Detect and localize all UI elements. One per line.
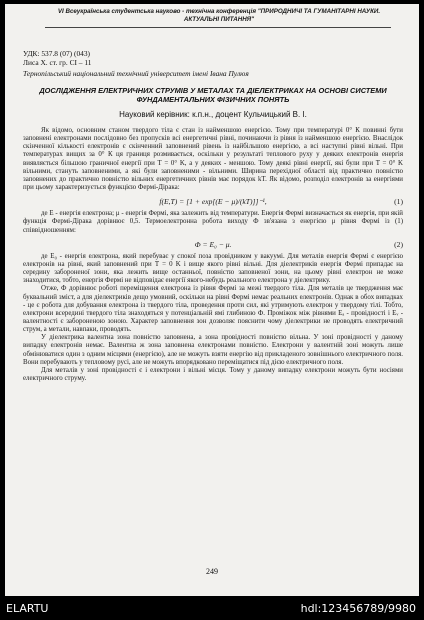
equation-2-formula: Ф = E₀ − μ. xyxy=(194,239,232,249)
equation-2-number: (2) xyxy=(394,239,403,249)
paragraph: Для металів у зоні провідності є і електрони і вільні місця. Тому у даному випадку електрони можуть бути носіями електричного струму. xyxy=(23,366,403,383)
paper-title: ДОСЛІДЖЕННЯ ЕЛЕКТРИЧНИХ СТРУМІВ У МЕТАЛАХ ТА ДІЕЛЕКТРИКАХ НА ОСНОВІ СИСТЕМИ ФУНДАМЕНТАЛЬНИХ ФІЗИЧНИХ ПОНЯТЬ xyxy=(39,86,387,104)
document-page xyxy=(5,4,419,596)
author-line: Лиса Х. ст. гр. СІ – 11 xyxy=(23,58,92,67)
paragraph: У діелектрика валентна зона повністю заповнена, а зона провідності повністю вільна. У зоні провідності у даному випадку електронів немає. Валентна ж зона заповнена електронами повністю. Електрони у валентній зоні можуть лише обмінюватися один з одним місцями (енергією), але не можуть взяти енергію від прикладеного зовнішнього електричного поля. Вони перебувають у тепловому русі, але не можуть впорядковано переміщатися під дією електричного поля. xyxy=(23,334,403,366)
conference-header: VI Всеукраїнська студентська науково - технічна конференція "ПРИРОДНИЧІ ТА ГУМАНІТАРНІ НАУКИ. АКТУАЛЬНІ ПИТАННЯ" xyxy=(57,8,381,23)
paragraph: Як відомо, основним станом твердого тіла є стан із найменшою енергією. Тому при температурі 0° К повинні бути заповнені електронами послідовно без пропусків всі енергетичні рівні, починаючи із рівня із найменшою енергією. Внаслідок скінченної кількості електронів є скінченний заповнений рівень із найбільшою енергією, а всі наступні рівні вільні. При температурах вищих за 0° К ця границя розмивається, оскільки у результаті теплового руху у деяких електронів енергія виявляється більшою граничної енергії при T = 0° K, а у деяких - меншою. Тому деякі рівні енергії, які були при T = 0° K вільними, стануть заповненими, а які були заповненими - вільними. Ширина перехідної області від практично повністю заповнених до практично повністю вільних енергетичних рівнів має порядок kT. Як відомо, розподіл електронів за енергіями при цьому характеризується функцією Фермі-Дірака: xyxy=(23,127,403,192)
supervisor-line: Науковий керівник: к.п.н., доцент Кульчицький В. І. xyxy=(119,110,307,119)
equation-2 xyxy=(23,239,403,250)
paragraph: Отже, Ф дорівнює роботі переміщення електрона із рівня Фермі за межі твердого тіла. Для металів це твердження має буквальний зміст, а для діелектриків дещо умовний, оскільки на рівні Фермі немає реальних електронів. Однак в обох випадках - це є робота для добування електрона із твердого тіла, проведення проти сил, які утримують електрон у твердому тілі. Тобто, електрони всередині твердого тіла знаходяться у потенціальній ямі глибиною Ф. Проміжок між рівнями Eₐ - провідності і Eᵥ - валентності є забороненою зоною. Характер заповнення зон дозволяє пояснити чому діелектрики не проводять електричний струм, а метали, навпаки, проводять. xyxy=(23,285,403,334)
equation-1 xyxy=(23,196,403,207)
equation-1-number: (1) xyxy=(394,197,403,207)
repository-name: ELARTU xyxy=(6,602,49,615)
repository-footer xyxy=(0,598,424,620)
handle-id: hdl:123456789/9980 xyxy=(300,602,416,615)
paragraph: де E - енергія електрона; μ - енергія Фермі, яка залежить від температури. Енергія Фермі визначається як енергія, при якій функція Фермі-Дірака дорівнює 0,5. Термоелектронна робота виходу Ф зв'язана з енергією μ рівня Фермі із (1) співвідношенням: xyxy=(23,210,403,234)
udk-code: УДК: 537.8 (07) (043) xyxy=(23,49,91,58)
paper-body xyxy=(23,127,403,383)
header-rule xyxy=(45,27,391,28)
page-number: 249 xyxy=(206,567,218,576)
equation-1-formula: f(E,T) = [1 + exp[(E − μ)/(kT)]]⁻¹, xyxy=(159,197,267,207)
paragraph: де E₀ - енергія електрона, який перебуває у спокої поза провідником у вакуумі. Для металів енергія Фермі є енергією електронів на рівні, який заповнений при T = 0 K і вище якого рівні вільні. Для діелектриків енергія Фермі припадає на середину забороненої зони, яка лежить вище останньої, повністю заповненої зони, на цьому рівні електрон не може знаходитися, тобто, енергія Фермі не відповідає енергії якого-небудь реального електрона у діелектрику. xyxy=(23,252,403,285)
university-line: Тернопільський національний технічний університет імені Івана Пулюя xyxy=(23,69,249,78)
